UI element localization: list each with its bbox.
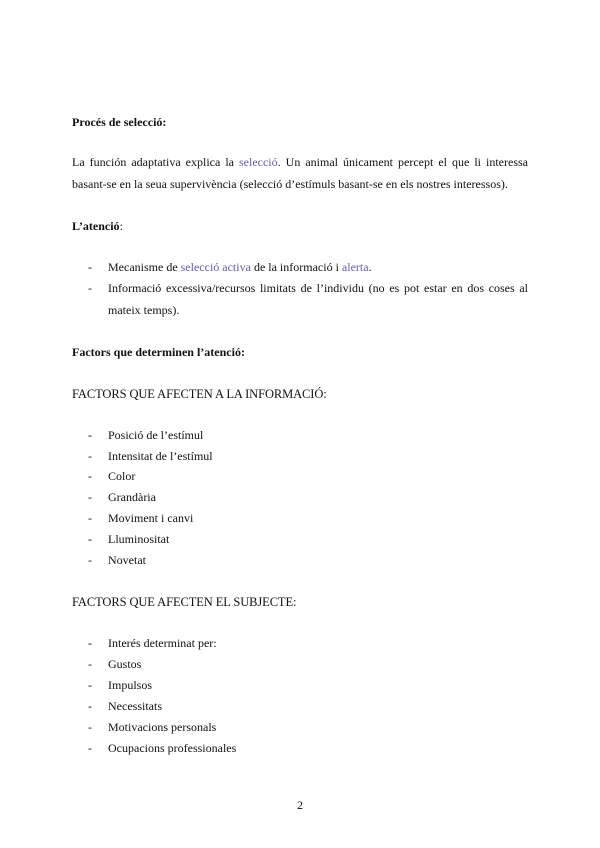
list-item-text: Informació excessiva/recursos limitats de l’individu (no es pot estar en dos coses al mateix temps). (108, 281, 528, 317)
paragraph-text: . Un animal únicament percept el que li interessa basant-se en la seua supervivència (selecció d’estímuls basant-se en els nostres interessos). (72, 155, 528, 191)
list-dash: - (88, 720, 92, 734)
paragraph-text: La función adaptativa explica la (72, 155, 239, 169)
heading-atencio (72, 218, 123, 234)
list-dash: - (88, 741, 92, 755)
list-dash: - (88, 469, 92, 483)
list-item-text: Grandària (108, 490, 156, 504)
list-item (88, 277, 528, 321)
list-item-text: Intensitat de l’estímul (108, 449, 213, 463)
heading-atencio-colon: : (119, 219, 123, 233)
paragraph-funcion-adaptativa (72, 151, 528, 195)
list-dash: - (88, 699, 92, 713)
list-item-text: Ocupacions professionales (108, 741, 237, 755)
list-item-text: Novetat (108, 553, 146, 567)
list-dash: - (88, 657, 92, 671)
list-dash: - (88, 428, 92, 442)
list-dash: - (88, 449, 92, 463)
list-dash: - (88, 553, 92, 567)
page-number: 2 (297, 798, 303, 812)
list-item-text: Motivacions personals (108, 720, 217, 734)
heading-proces-seleccio: Procés de selecció: (72, 115, 167, 129)
list-item-text: Lluminositat (108, 532, 170, 546)
highlight-seleccio-activa: selecció activa (180, 260, 251, 274)
list-dash: - (88, 532, 92, 546)
highlight-alerta: alerta (341, 260, 369, 274)
highlight-seleccio: selecció (239, 155, 278, 169)
list-dash: - (88, 678, 92, 692)
list-item-text: Necessitats (108, 699, 162, 713)
list-text: de la informació i (250, 260, 342, 274)
list-dash: - (88, 511, 92, 525)
list-item-text: Impulsos (108, 678, 153, 692)
list-item-text: Gustos (108, 657, 142, 671)
list-item-text: Color (108, 469, 136, 483)
list-dash: - (88, 281, 92, 295)
heading-factors-informacio: FACTORS QUE AFECTEN A LA INFORMACIÓ: (72, 387, 327, 401)
list-dash: - (88, 490, 92, 504)
list-item-text: Interés determinat per: (108, 636, 217, 650)
heading-factors-atencio: Factors que determinen l’atenció: (72, 345, 245, 359)
list-item-text: Posició de l’estímul (108, 428, 204, 442)
list-dash: - (88, 636, 92, 650)
heading-atencio-bold: L’atenció (72, 219, 120, 233)
list-text: Mecanisme de (108, 260, 181, 274)
heading-factors-subjecte: FACTORS QUE AFECTEN EL SUBJECTE: (72, 595, 297, 609)
list-dash: - (88, 260, 92, 274)
list-item-text (108, 259, 372, 275)
list-text: . (368, 260, 372, 274)
list-item-text: Moviment i canvi (108, 511, 194, 525)
